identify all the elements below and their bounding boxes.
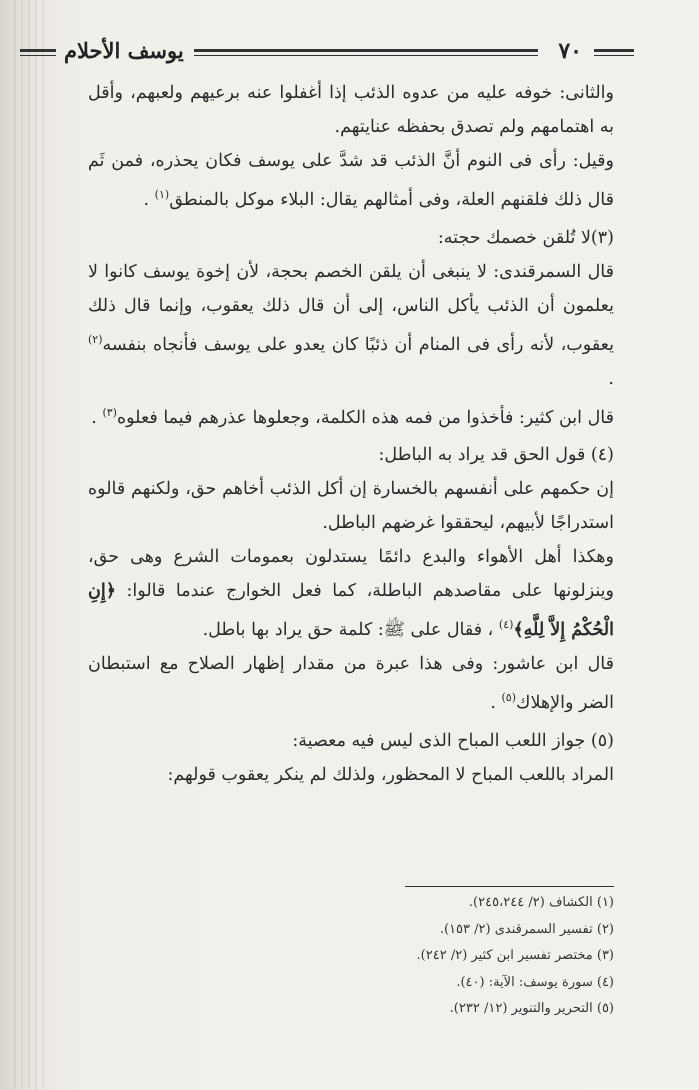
paragraph-ibn-kathir-text: قال ابن كثير: فأخذوا من فمه هذه الكلمة، وجعلوها عذرهم فيما فعلوه [116,407,614,428]
paragraph-permitted-play: المراد باللعب المباح لا المحظور، ولذلك لم ينكر يعقوب قولهم: [167,765,614,786]
header-rule-left [20,49,56,52]
quran-verse: ﴿إِنِ الْحُكْمُ إِلاَّ لِلَّهِ﴾ [88,581,614,641]
paragraph-samarqandi [88,255,614,396]
paragraph-dream-text: وقيل: رأى فى النوم أنَّ الذئب قد شدَّ على يوسف فكان يحذره، فمن ثَم قال ذلك فلقنهم العلة، وفى أمثالهم يقال: البلاء موكل بالمنطق [88,151,614,210]
paragraph-dream-end: . [143,189,150,210]
paragraph-ibn-kathir-end: . [91,407,97,428]
header-rule-middle-thin [194,55,538,56]
footnote-4: (٤) سورة يوسف: الآية: (٤٠). [456,974,614,990]
paragraph-khawarij [88,540,614,647]
footnote-3: (٣) مختصر تفسير ابن كثير (٢/ ٢٤٢). [416,948,614,963]
footnote-ref-3: (٣) [102,405,117,419]
paragraph-khawarij-end: ، فقال على ﷺ: كلمة حق يراد بها باطل. [202,620,494,641]
page-number: ٧٠ [558,38,582,64]
page-header [20,34,634,74]
footnote-ref-5: (٥) [501,691,517,705]
footnote-ref-4: (٤) [498,618,514,632]
header-rule-right [594,49,634,52]
paragraph-dream [88,144,614,217]
header-rule-middle [194,49,538,52]
paragraph-ibn-kathir [88,396,614,435]
footnotes [300,890,614,1023]
book-title: يوسف الأحلام [64,38,184,63]
paragraph-samarqandi-end: . [608,368,614,389]
header-rule-right-thin [594,55,634,56]
footnote-2: (٢) تفسير السمرقندى (٢/ ١٥٣). [439,921,614,937]
footnote-ref-2: (٢) [88,332,103,346]
section-heading-5: (٥) جواز اللعب المباح الذى ليس فيه معصية: [292,731,614,752]
footnote-5: (٥) التحرير والتنوير (١٢/ ٢٣٢). [449,1001,614,1016]
paragraph-samarqandi-text: قال السمرقندى: لا ينبغى أن يلقن الخصم بحجة، لأن إخوة يوسف كانوا لا يعلمون أن الذئب يأكل الناس، إلى أن قال ذلك يعقوب، وإنما قال ذلك يعقوب، لأنه رأى فى المنام أن ذئبًا كان يعدو على يوسف فأنجاه بنفسه [88,261,614,355]
header-rule-left-thin [20,55,56,56]
main-text [88,76,614,792]
footnote-separator [405,886,614,887]
paragraph-second-reason: والثانى: خوفه عليه من عدوه الذئب إذا أغفلوا عنه برعيهم ولعبهم، وأقل به اهتمامهم ولم تصدق بحفظه عنايتهم. [88,83,614,137]
paragraph-judgement: إن حكمهم على أنفسهم بالخسارة إن أكل الذئب أخاهم حق، ولكنهم قالوه استدراجًا لأبيهم، ليحققوا غرضهم الباطل. [88,479,614,534]
paragraph-ibn-ashur [88,647,614,720]
footnote-1: (١) الكشاف (٢/ ٢٤٥،٢٤٤). [468,895,614,910]
section-heading-4: (٤) قول الحق قد يراد به الباطل: [378,445,614,466]
footnote-ref-1: (١) [154,188,170,201]
section-heading-3: (٣)لا تُلقن خصمك حجته: [437,227,614,248]
paragraph-khawarij-text: وهكذا أهل الأهواء والبدع دائمًا يستدلون بعمومات الشرع وهى حق، وينزلونها على مقاصدهم الباطلة، كما فعل الخوارج عندما قالوا: [88,547,614,602]
page-spine-shadow [14,0,44,1090]
paragraph-ibn-ashur-end: . [490,693,496,714]
paragraph-ibn-ashur-text: قال ابن عاشور: وفى هذا عبرة من مقدار إظهار الصلاح مع استبطان الضر والإهلاك [88,654,614,714]
